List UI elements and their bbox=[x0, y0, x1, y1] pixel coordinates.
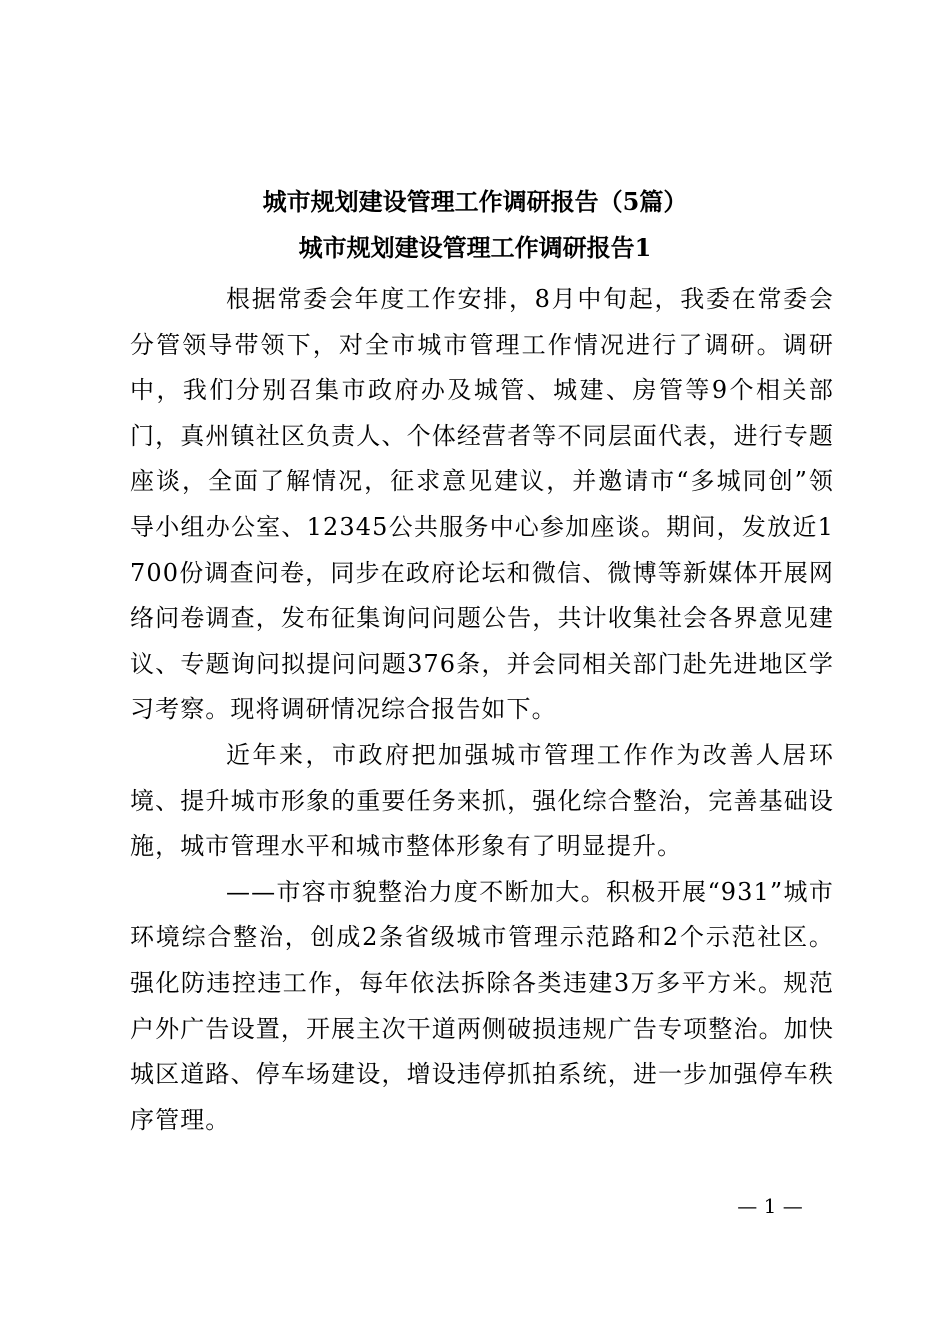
paragraph-city-appearance: ——市容市貌整治力度不断加大。积极开展“931”城市环境综合整治，创成2条省级城市管理示范路和2个示范社区。强化防违控违工作，每年依法拆除各类违建3万多平方米。规范户外广告设置，开展主次干道两侧破损违规广告专项整治。加快城区道路、停车场建设，增设违停抓拍系统，进一步加强停车秩序管理。 bbox=[130, 877, 834, 1134]
document-title: 城市规划建设管理工作调研报告（5篇） bbox=[262, 187, 688, 216]
paragraph-intro: 根据常委会年度工作安排，8月中旬起，我委在常委会分管领导带领下，对全市城市管理工作情况进行了调研。调研中，我们分别召集市政府办及城管、城建、房管等9个相关部门，真州镇社区负责人、个体经营者等不同层面代表，进行专题座谈，全面了解情况，征求意见建议，并邀请市“多城同创”领导小组办公室、12345公共服务中心参加座谈。期间，发放近1700份调查问卷，同步在政府论坛和微信、微博等新媒体开展网络问卷调查，发布征集询问问题公告，共计收集社会各界意见建议、专题询问拟提问问题376条，并会同相关部门赴先进地区学习考察。现将调研情况综合报告如下。 bbox=[130, 285, 834, 724]
page-number: — 1 — bbox=[737, 1194, 803, 1218]
document-body bbox=[130, 277, 834, 1143]
document-subtitle: 城市规划建设管理工作调研报告1 bbox=[298, 233, 652, 262]
paragraph-overview: 近年来，市政府把加强城市管理工作作为改善人居环境、提升城市形象的重要任务来抓，强化综合整治，完善基础设施，城市管理水平和城市整体形象有了明显提升。 bbox=[130, 740, 834, 861]
